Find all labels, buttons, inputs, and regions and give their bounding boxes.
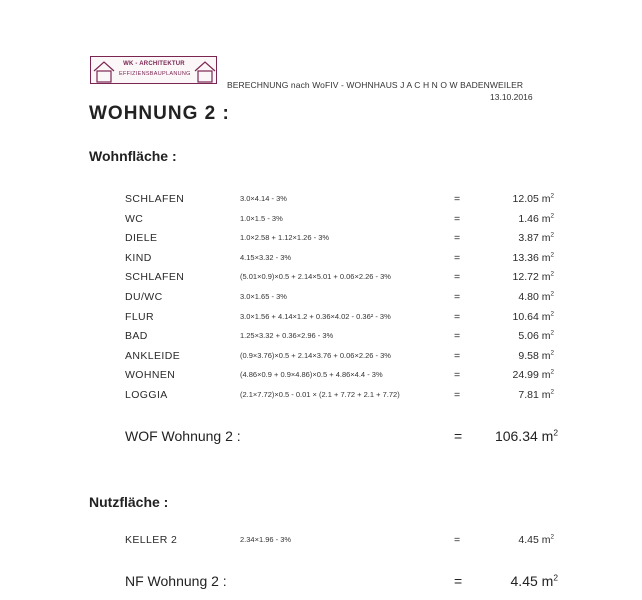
area-formula: 4.15×3.32 - 3%: [240, 252, 292, 262]
wof-total-equals: =: [454, 428, 463, 444]
table-row: [0, 369, 642, 383]
equals-sign: =: [454, 369, 461, 382]
table-row: [0, 330, 642, 344]
logo-text-line1: WK - ARCHITEKTUR: [123, 61, 185, 67]
equals-sign: =: [454, 271, 461, 284]
area-value: 12.72 $m^2$: [512, 270, 554, 284]
table-row: [0, 213, 642, 227]
equals-sign: =: [454, 232, 461, 245]
wof-total-value: 106.34 $m^2$: [494, 427, 558, 444]
room-name: KIND: [125, 251, 152, 264]
area-value: 12.05 $m^2$: [512, 192, 554, 205]
nf-total-equals: =: [454, 573, 463, 589]
room-name: DIELE: [125, 232, 158, 245]
area-formula: 1.0×2.58 + 1.12×1.26 - 3%: [240, 233, 330, 243]
company-logo: [90, 56, 217, 84]
wof-total-label: WOF Wohnung 2 :: [125, 428, 241, 444]
room-name: FLUR: [125, 310, 155, 323]
wof-total-row: [0, 428, 642, 446]
table-row: [0, 534, 642, 548]
page-title: WOHNUNG 2 :: [89, 103, 230, 124]
nf-total-label: NF Wohnung 2 :: [125, 573, 227, 589]
area-value: 1.46 $m^2$: [518, 212, 554, 225]
table-row: [0, 311, 642, 325]
area-formula: 3.0×4.14 - 3%: [240, 194, 287, 203]
area-formula: 3.0×1.65 - 3%: [240, 292, 287, 301]
table-row: [0, 271, 642, 285]
equals-sign: =: [454, 330, 461, 343]
area-value: 24.99 $m^2$: [512, 368, 554, 382]
equals-sign: =: [454, 389, 461, 401]
equals-sign: =: [454, 534, 461, 546]
nf-total-value: 4.45 $m^2$: [510, 572, 558, 589]
area-formula: 1.25×3.32 + 0.36×2.96 - 3%: [240, 331, 334, 341]
room-name: ANKLEIDE: [125, 349, 181, 362]
area-value: 7.81 $m^2$: [518, 388, 554, 401]
area-value: 9.58 $m^2$: [518, 349, 554, 362]
area-formula: 3.0×1.56 + 4.14×1.2 + 0.36×4.02 - 0.36² - 3%: [240, 311, 391, 321]
area-formula: (2.1×7.72)×0.5 - 0.01 × (2.1 + 7.72 + 2.1 + 7.72): [240, 390, 400, 399]
table-row: [0, 252, 642, 266]
equals-sign: =: [454, 251, 461, 264]
area-value: 10.64 $m^2$: [512, 310, 554, 323]
equals-sign: =: [454, 349, 461, 362]
area-formula: 2.34×1.96 - 3%: [240, 535, 292, 544]
area-formula: (4.86×0.9 + 0.9×4.86)×0.5 + 4.86×4.4 - 3%: [240, 370, 383, 380]
area-value: 3.87 $m^2$: [518, 231, 554, 245]
room-name: LOGGIA: [125, 389, 168, 401]
table-row: [0, 389, 642, 403]
area-value: 4.80 $m^2$: [518, 290, 554, 303]
room-name: SCHLAFEN: [125, 193, 185, 205]
room-name: BAD: [125, 330, 148, 343]
document-date: 13.10.2016: [490, 92, 533, 102]
logo-text-line2: EFFIZIENSBAUPLANUNG: [119, 71, 191, 77]
room-name: KELLER 2: [125, 534, 178, 546]
section-title-nutzflaeche: Nutzfläche :: [89, 494, 169, 510]
area-value: 4.45 $m^2$: [518, 533, 554, 546]
table-row: [0, 193, 642, 207]
room-name: WOHNEN: [125, 369, 176, 382]
equals-sign: =: [454, 291, 461, 303]
room-name: SCHLAFEN: [125, 271, 185, 284]
room-name: WC: [125, 212, 144, 225]
area-value: 5.06 $m^2$: [518, 329, 554, 343]
equals-sign: =: [454, 212, 461, 225]
area-formula: 1.0×1.5 - 3%: [240, 213, 283, 223]
table-row: [0, 291, 642, 305]
room-name: DU/WC: [125, 291, 163, 303]
area-formula: (0.9×3.76)×0.5 + 2.14×3.76 + 0.06×2.26 - 3%: [240, 350, 391, 360]
equals-sign: =: [454, 193, 461, 205]
table-row: [0, 232, 642, 246]
equals-sign: =: [454, 310, 461, 323]
area-value: 13.36 $m^2$: [512, 251, 554, 264]
document-header-title: BERECHNUNG nach WoFIV - WOHNHAUS J A C H N O W BADENWEILER: [227, 80, 524, 90]
area-formula: (5.01×0.9)×0.5 + 2.14×5.01 + 0.06×2.26 - 3%: [240, 272, 391, 282]
table-row: [0, 350, 642, 364]
nf-total-row: [0, 573, 642, 591]
section-title-wohnflaeche: Wohnfläche :: [89, 148, 177, 164]
